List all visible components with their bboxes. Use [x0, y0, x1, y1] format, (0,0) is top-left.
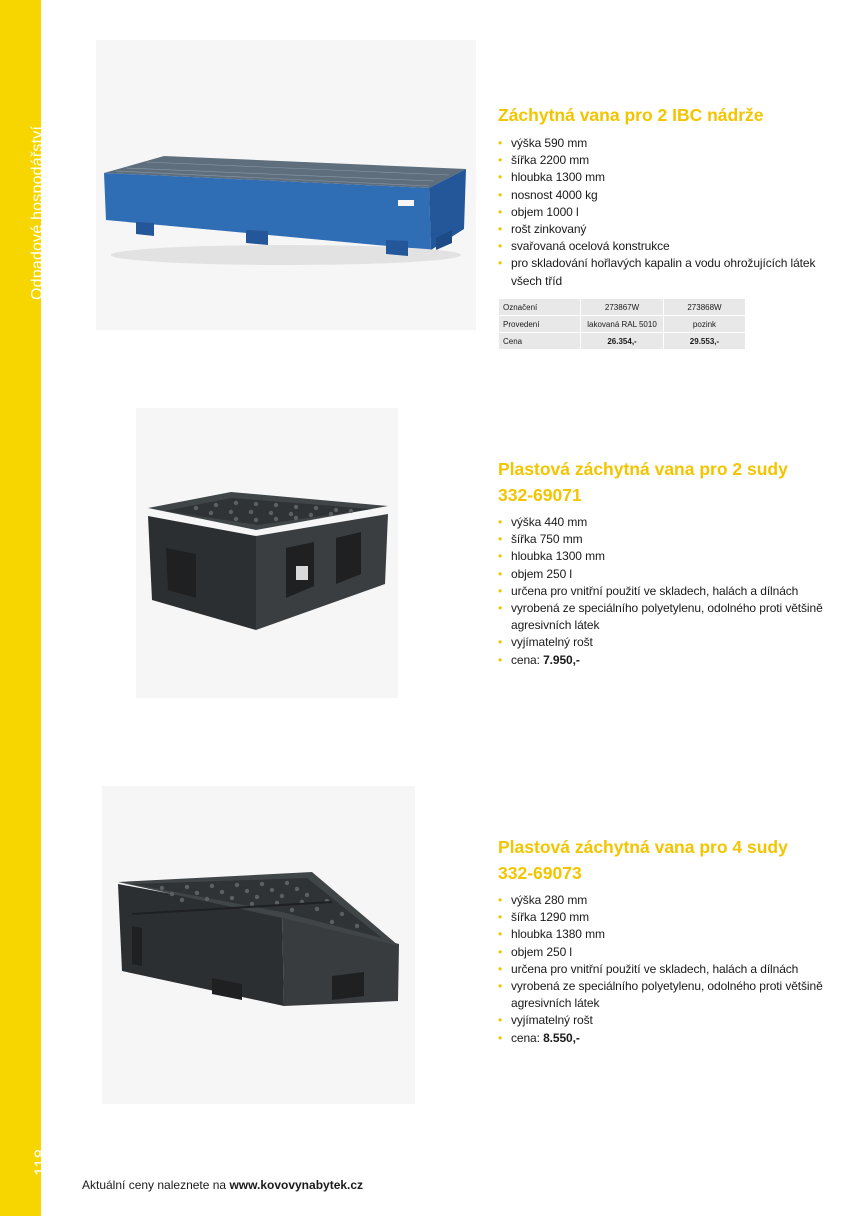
spec-item: • objem 250 l: [498, 944, 828, 961]
table-cell: Cena: [499, 333, 581, 350]
footer-text: Aktuální ceny naleznete na: [82, 1178, 230, 1192]
price-value: 8.550,-: [543, 1030, 580, 1045]
spec-item: • rošt zinkovaný: [498, 221, 828, 238]
spec-item: • nosnost 4000 kg: [498, 187, 828, 204]
spec-item: • vyjímatelný rošt: [498, 634, 828, 651]
spec-item: • šířka 750 mm: [498, 531, 828, 548]
price-value: 7.950,-: [543, 652, 580, 667]
table-cell: 26.354,-: [581, 333, 664, 350]
spec-item-price: • cena: 8.550,-: [498, 1030, 828, 1047]
table-cell: Označení: [499, 299, 581, 316]
product-image-2-drum-tray: [136, 408, 398, 698]
spec-item: • vyjímatelný rošt: [498, 1012, 828, 1029]
footer-link[interactable]: www.kovovynabytek.cz: [229, 1178, 364, 1192]
spec-item: • hloubka 1300 mm: [498, 548, 828, 565]
table-cell: pozink: [663, 316, 745, 333]
spec-list-ibc: [498, 135, 828, 290]
footer-note: [82, 1178, 363, 1192]
spec-list-4-drum: [498, 892, 828, 1047]
spec-item: • vyrobená ze speciálního polyetylenu, odolného proti většině agresivních látek: [498, 600, 828, 634]
section-title: Odpadové hospodářství: [29, 125, 46, 300]
spec-item: • výška 280 mm: [498, 892, 828, 909]
table-cell: 29.553,-: [663, 333, 745, 350]
table-cell: Provedení: [499, 316, 581, 333]
table-row: [499, 333, 746, 350]
product-image-ibc-tray: [96, 40, 476, 330]
price-table-ibc: [498, 298, 746, 350]
spec-item: • hloubka 1300 mm: [498, 169, 828, 186]
table-cell: lakovaná RAL 5010: [581, 316, 664, 333]
spec-item: • určena pro vnitřní použití ve skladech, halách a dílnách: [498, 961, 828, 978]
spec-item: • objem 1000 l: [498, 204, 828, 221]
table-row: [499, 316, 746, 333]
spec-item: • šířka 2200 mm: [498, 152, 828, 169]
spec-item: • pro skladování hořlavých kapalin a vodu ohrožujících látek všech tříd: [498, 255, 828, 289]
page-number: 118: [31, 1148, 50, 1176]
spec-item: • určena pro vnitřní použití ve skladech, halách a dílnách: [498, 583, 828, 600]
spec-item: • svařovaná ocelová konstrukce: [498, 238, 828, 255]
spec-item: • hloubka 1380 mm: [498, 926, 828, 943]
product-image-4-drum-tray: [102, 786, 415, 1104]
spec-item: • objem 250 l: [498, 566, 828, 583]
product-title-2-drum: Plastová záchytná vana pro 2 sudy 332-69071: [498, 459, 788, 505]
spec-item: • vyrobená ze speciálního polyetylenu, odolného proti většině agresivních látek: [498, 978, 828, 1012]
spec-list-2-drum: [498, 514, 828, 669]
spec-item: • výška 590 mm: [498, 135, 828, 152]
product-title-ibc: Záchytná vana pro 2 IBC nádrže: [498, 105, 764, 125]
spec-item: • výška 440 mm: [498, 514, 828, 531]
spec-item-price: • cena: 7.950,-: [498, 652, 828, 669]
table-cell: 273867W: [581, 299, 664, 316]
spec-item: • šířka 1290 mm: [498, 909, 828, 926]
table-cell: 273868W: [663, 299, 745, 316]
table-row: [499, 299, 746, 316]
product-title-4-drum: Plastová záchytná vana pro 4 sudy 332-69073: [498, 837, 788, 883]
